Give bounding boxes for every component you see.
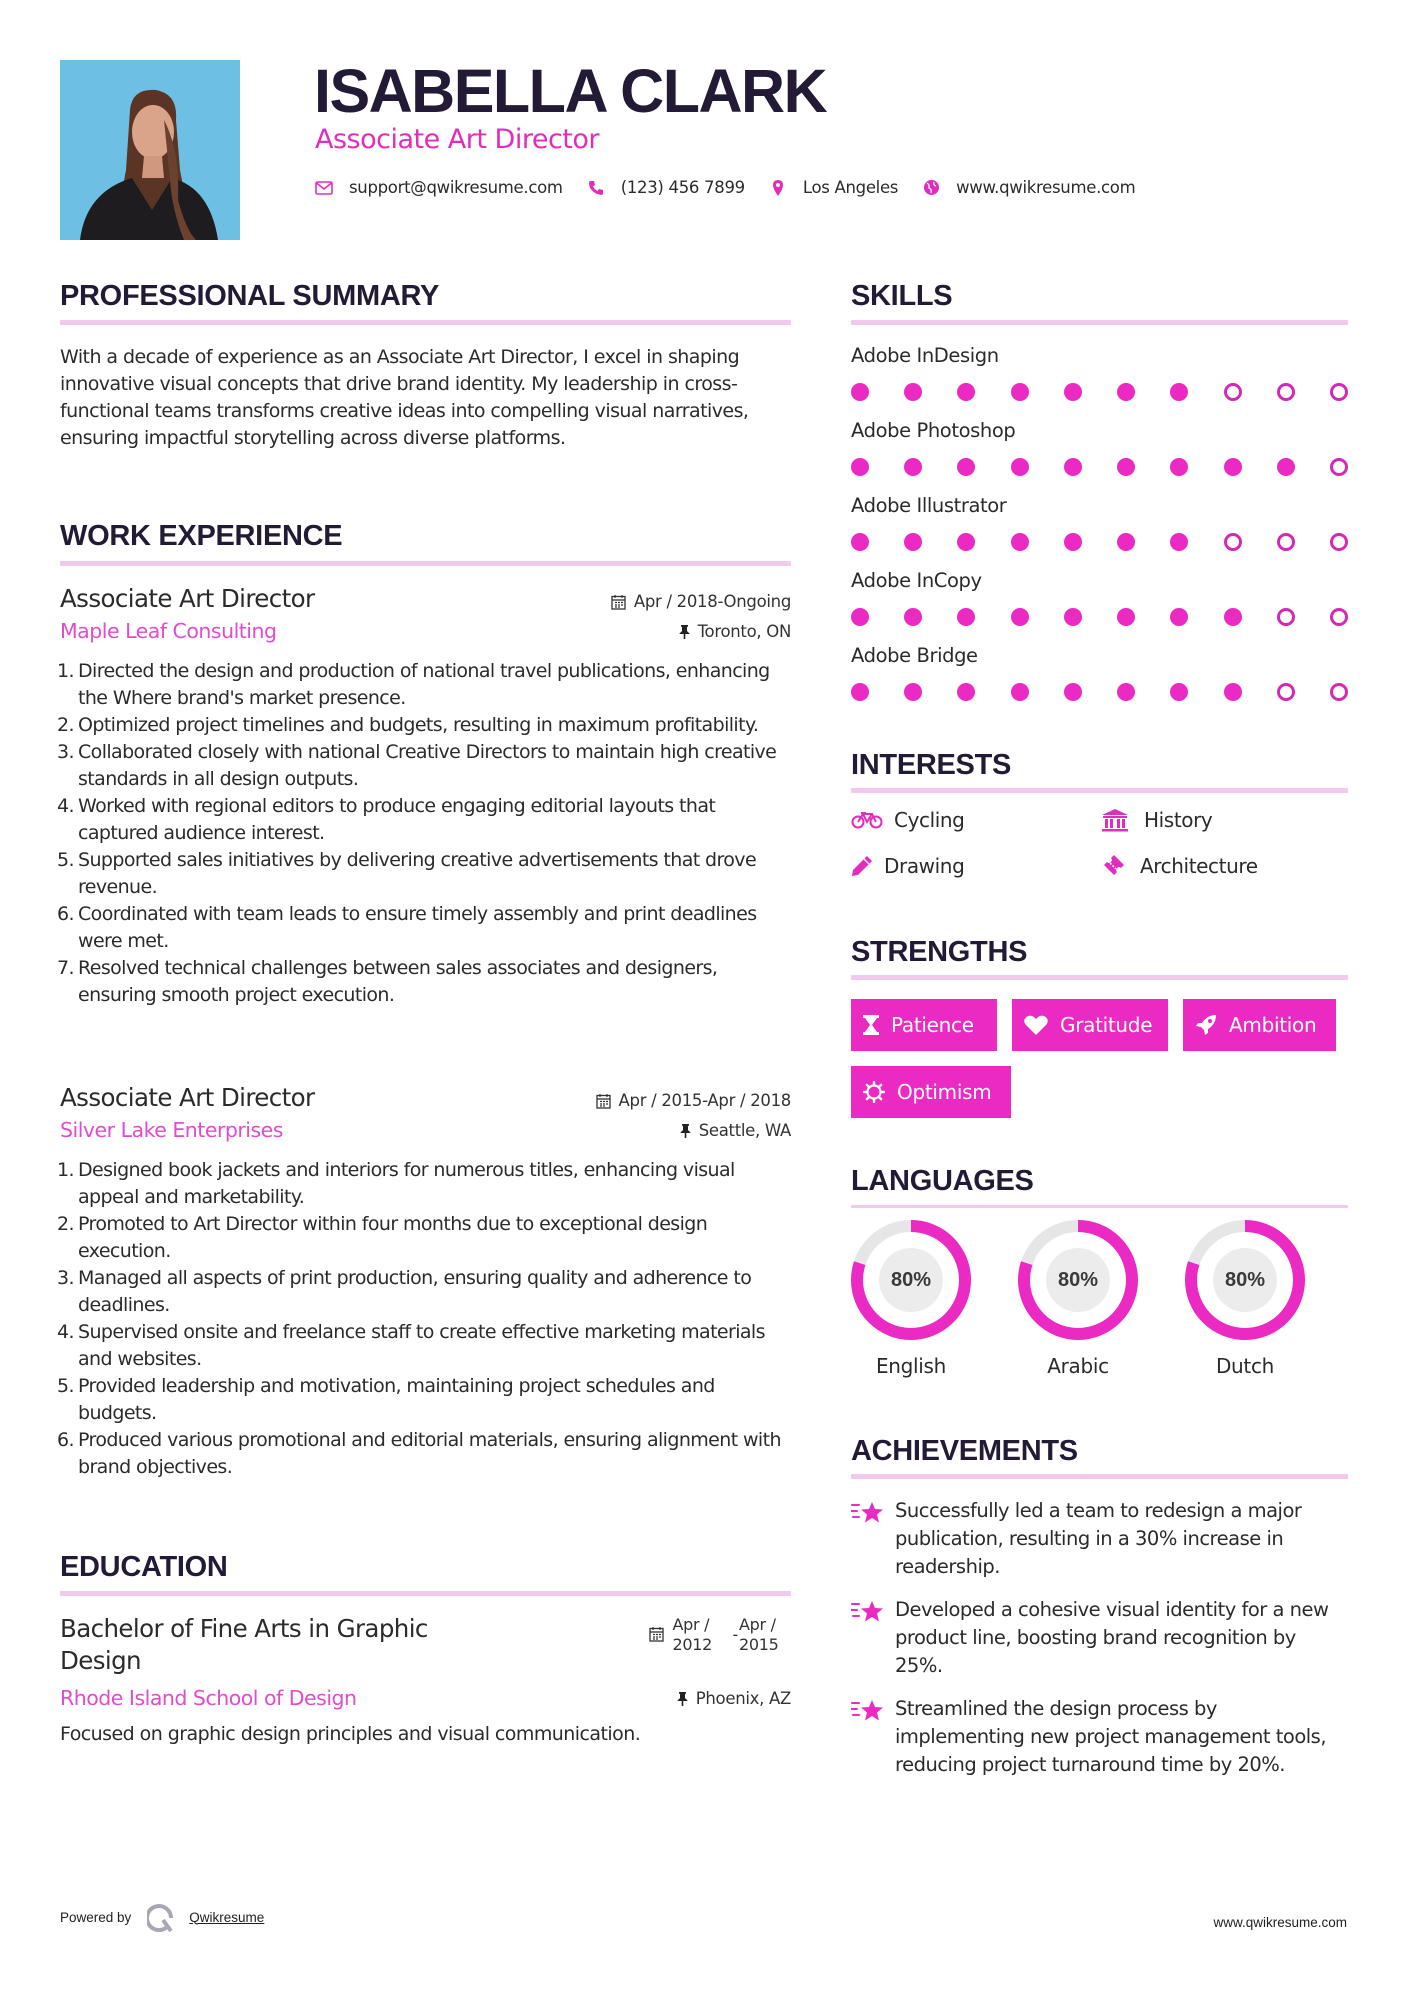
shooting-star-icon bbox=[851, 1695, 895, 1779]
ticket-icon bbox=[1101, 854, 1131, 878]
skill-name: Adobe InDesign bbox=[851, 344, 999, 367]
bullet-item: 5. Supported sales initiatives by delivering creative advertisements that drove revenue. bbox=[57, 849, 757, 898]
footer-website[interactable]: www.qwikresume.com bbox=[1213, 1915, 1347, 1930]
education-description: Focused on graphic design principles and visual communication. bbox=[60, 1723, 641, 1745]
rating-dot-empty bbox=[1277, 683, 1295, 701]
strength-badge: Optimism bbox=[851, 1066, 1011, 1118]
shooting-star-icon bbox=[851, 1497, 895, 1581]
rating-dot-filled bbox=[1170, 458, 1188, 476]
calendar-icon bbox=[649, 1626, 664, 1642]
contact-website[interactable]: www.qwikresume.com bbox=[956, 178, 1136, 197]
languages-divider bbox=[851, 1205, 1348, 1208]
bullet-item: 1. Directed the design and production of national travel publications, enhancing the Where brand's market presence. bbox=[57, 660, 770, 709]
interest-item: Architecture bbox=[1101, 854, 1258, 878]
summary-text: With a decade of experience as an Associate Art Director, I excel in shaping innovative visual concepts that drive brand identity. My leadership in cross-functional teams transforms creative ideas into compelling visual narratives, ensuring impactful storytelling across diverse platforms. bbox=[60, 346, 749, 449]
pushpin-icon bbox=[679, 624, 690, 639]
museum-icon bbox=[1101, 808, 1135, 832]
rating-dot-filled bbox=[1064, 683, 1082, 701]
language-item bbox=[1185, 1220, 1305, 1378]
bullet-item: 5. Provided leadership and motivation, maintaining project schedules and budgets. bbox=[57, 1375, 715, 1424]
achievement-item bbox=[851, 1596, 1348, 1680]
contact-email[interactable]: support@qwikresume.com bbox=[349, 178, 563, 197]
education-location bbox=[677, 1689, 791, 1708]
interest-item: Drawing bbox=[851, 854, 964, 878]
bullet-item: 4. Worked with regional editors to produce engaging editorial layouts that captured audience interest. bbox=[57, 795, 716, 844]
rating-dot-empty bbox=[1277, 608, 1295, 626]
job-dates-text: Apr / 2015-Apr / 2018 bbox=[618, 1091, 791, 1110]
language-percent: 80% bbox=[1213, 1248, 1277, 1312]
profile-photo bbox=[60, 60, 240, 240]
job-title: Associate Art Director bbox=[60, 1083, 315, 1112]
envelope-icon bbox=[315, 179, 333, 197]
rating-dot-filled bbox=[904, 608, 922, 626]
skill-name: Adobe Photoshop bbox=[851, 419, 1016, 442]
bullet-item: 7. Resolved technical challenges between sales associates and designers, ensuring smooth project execution. bbox=[57, 957, 718, 1006]
interest-item: Cycling bbox=[851, 808, 964, 832]
rating-dot-empty bbox=[1277, 383, 1295, 401]
rating-dot-filled bbox=[1224, 683, 1242, 701]
rating-dot-empty bbox=[1330, 608, 1348, 626]
company-name: Silver Lake Enterprises bbox=[60, 1118, 283, 1142]
achievement-text: Streamlined the design process by implementing new project management tools, reducing project turnaround time by 20%. bbox=[895, 1697, 1327, 1776]
pushpin-icon bbox=[677, 1691, 688, 1706]
bullet-item: 1. Designed book jackets and interiors for numerous titles, enhancing visual appeal and marketability. bbox=[57, 1159, 735, 1208]
sun-icon bbox=[863, 1081, 885, 1103]
summary-heading: PROFESSIONAL SUMMARY bbox=[60, 280, 440, 312]
pencil-icon bbox=[851, 855, 875, 877]
achievements-divider bbox=[851, 1474, 1348, 1479]
rating-dot-filled bbox=[1224, 458, 1242, 476]
rating-dot-filled bbox=[957, 683, 975, 701]
languages-heading: LANGUAGES bbox=[851, 1165, 1034, 1197]
achievement-text: Successfully led a team to redesign a major publication, resulting in a 30% increase in readership. bbox=[895, 1499, 1302, 1578]
contact-phone: (123) 456 7899 bbox=[620, 178, 745, 197]
phone-icon bbox=[587, 179, 605, 197]
skill-rating bbox=[851, 607, 1348, 627]
language-name: Dutch bbox=[1215, 1354, 1275, 1378]
rating-dot-empty bbox=[1330, 683, 1348, 701]
school-name: Rhode Island School of Design bbox=[60, 1686, 357, 1710]
skill-item bbox=[851, 418, 1348, 493]
rating-dot-filled bbox=[1170, 533, 1188, 551]
job-bullets bbox=[57, 658, 791, 1009]
job-title: Associate Art Director bbox=[60, 584, 315, 613]
rating-dot-filled bbox=[1277, 458, 1295, 476]
rating-dot-empty bbox=[1330, 383, 1348, 401]
job-location-text: Seattle, WA bbox=[698, 1120, 791, 1140]
date-separator: - bbox=[732, 1625, 738, 1644]
strength-badge: Ambition bbox=[1183, 999, 1336, 1051]
job-entry bbox=[57, 584, 791, 1009]
rating-dot-filled bbox=[1170, 383, 1188, 401]
bullet-item: 2. Optimized project timelines and budgets, resulting in maximum profitability. bbox=[57, 714, 759, 736]
rating-dot-filled bbox=[957, 383, 975, 401]
education-entry bbox=[60, 1613, 791, 1748]
rating-dot-filled bbox=[1011, 683, 1029, 701]
calendar-icon bbox=[596, 1093, 611, 1109]
rating-dot-filled bbox=[904, 383, 922, 401]
skill-item bbox=[851, 493, 1348, 568]
language-item bbox=[851, 1220, 971, 1378]
rating-dot-filled bbox=[1064, 458, 1082, 476]
rating-dot-filled bbox=[1011, 608, 1029, 626]
rating-dot-filled bbox=[851, 458, 869, 476]
skill-rating bbox=[851, 682, 1348, 702]
interests-grid bbox=[851, 808, 1348, 908]
contact-location: Los Angeles bbox=[802, 178, 899, 197]
progress-ring bbox=[1185, 1220, 1305, 1340]
degree: Bachelor of Fine Arts in Graphic Design bbox=[60, 1614, 428, 1675]
rating-dot-filled bbox=[1117, 533, 1135, 551]
skill-name: Adobe Bridge bbox=[851, 644, 978, 667]
rating-dot-filled bbox=[1011, 533, 1029, 551]
rating-dot-filled bbox=[904, 458, 922, 476]
strengths-divider bbox=[851, 975, 1348, 980]
hourglass-icon bbox=[863, 1015, 879, 1035]
rating-dot-filled bbox=[957, 458, 975, 476]
portrait-image bbox=[60, 60, 240, 240]
skills-divider bbox=[851, 320, 1348, 325]
skill-rating bbox=[851, 457, 1348, 477]
education-location-text: Phoenix, AZ bbox=[695, 1688, 791, 1708]
skill-name: Adobe InCopy bbox=[851, 569, 982, 592]
rating-dot-filled bbox=[851, 383, 869, 401]
rating-dot-filled bbox=[1011, 458, 1029, 476]
achievements-heading: ACHIEVEMENTS bbox=[851, 1435, 1078, 1467]
rocket-icon bbox=[1195, 1014, 1217, 1036]
rating-dot-filled bbox=[1170, 683, 1188, 701]
job-location bbox=[679, 622, 791, 641]
education-end: Apr / 2015 bbox=[739, 1615, 779, 1654]
strength-badge: Gratitude bbox=[1012, 999, 1168, 1051]
bullet-item: 6. Coordinated with team leads to ensure timely assembly and print deadlines were met. bbox=[57, 903, 757, 952]
job-location-text: Toronto, ON bbox=[697, 621, 791, 641]
language-name: Arabic bbox=[1047, 1354, 1109, 1378]
skill-rating bbox=[851, 382, 1348, 402]
rating-dot-filled bbox=[904, 533, 922, 551]
candidate-title: Associate Art Director bbox=[315, 124, 599, 155]
powered-by-label: Powered by bbox=[60, 1909, 132, 1925]
bullet-item: 3. Managed all aspects of print production, ensuring quality and adherence to deadlines. bbox=[57, 1267, 752, 1316]
interests-heading: INTERESTS bbox=[851, 749, 1012, 781]
education-divider bbox=[60, 1591, 791, 1596]
job-dates bbox=[611, 592, 791, 611]
rating-dot-filled bbox=[851, 683, 869, 701]
language-percent: 80% bbox=[879, 1248, 943, 1312]
rating-dot-filled bbox=[1117, 608, 1135, 626]
summary-divider bbox=[60, 320, 791, 325]
qwikresume-logo-icon bbox=[147, 1902, 175, 1932]
pushpin-icon bbox=[680, 1123, 691, 1138]
bullet-item: 2. Promoted to Art Director within four months due to exceptional design execution. bbox=[57, 1213, 708, 1262]
skill-item bbox=[851, 568, 1348, 643]
bullet-item: 3. Collaborated closely with national Creative Directors to maintain high creative standards in all design outputs. bbox=[57, 741, 777, 790]
rating-dot-filled bbox=[1224, 608, 1242, 626]
rating-dot-filled bbox=[1064, 383, 1082, 401]
job-dates bbox=[596, 1091, 791, 1110]
interest-item: History bbox=[1101, 808, 1212, 832]
footer-powered-by bbox=[60, 1902, 264, 1932]
rating-dot-filled bbox=[851, 533, 869, 551]
skills-heading: SKILLS bbox=[851, 280, 953, 312]
candidate-name: ISABELLA CLARK bbox=[314, 57, 827, 125]
rating-dot-filled bbox=[957, 533, 975, 551]
achievement-text: Developed a cohesive visual identity for a new product line, boosting brand recognition by 25%. bbox=[895, 1598, 1329, 1677]
language-name: English bbox=[875, 1354, 947, 1378]
rating-dot-empty bbox=[1277, 533, 1295, 551]
rating-dot-filled bbox=[1117, 683, 1135, 701]
contact-row bbox=[315, 178, 1159, 197]
education-heading: EDUCATION bbox=[60, 1551, 228, 1583]
company-name: Maple Leaf Consulting bbox=[60, 619, 277, 643]
rating-dot-filled bbox=[851, 608, 869, 626]
job-dates-text: Apr / 2018-Ongoing bbox=[633, 592, 791, 611]
achievements-list bbox=[851, 1497, 1348, 1794]
experience-heading: WORK EXPERIENCE bbox=[60, 520, 343, 552]
achievement-item bbox=[851, 1695, 1348, 1779]
map-pin-icon bbox=[769, 179, 787, 197]
rating-dot-empty bbox=[1224, 533, 1242, 551]
rating-dot-filled bbox=[1064, 608, 1082, 626]
rating-dot-filled bbox=[1117, 458, 1135, 476]
rating-dot-filled bbox=[1064, 533, 1082, 551]
rating-dot-filled bbox=[957, 608, 975, 626]
calendar-icon bbox=[611, 594, 626, 610]
interests-divider bbox=[851, 788, 1348, 793]
rating-dot-empty bbox=[1330, 458, 1348, 476]
skill-item bbox=[851, 343, 1348, 418]
skills-list bbox=[851, 343, 1348, 713]
shooting-star-icon bbox=[851, 1596, 895, 1680]
languages-list bbox=[851, 1220, 1305, 1378]
language-percent: 80% bbox=[1046, 1248, 1110, 1312]
job-entry bbox=[57, 1083, 791, 1481]
achievement-item bbox=[851, 1497, 1348, 1581]
bullet-item: 6. Produced various promotional and editorial materials, ensuring alignment with brand objectives. bbox=[57, 1429, 781, 1478]
strength-badge: Patience bbox=[851, 999, 997, 1051]
education-start: Apr / 2012 bbox=[672, 1615, 713, 1654]
bullet-item: 4. Supervised onsite and freelance staff to create effective marketing materials and websites. bbox=[57, 1321, 765, 1370]
progress-ring bbox=[1018, 1220, 1138, 1340]
education-dates bbox=[649, 1615, 791, 1655]
strengths-heading: STRENGTHS bbox=[851, 936, 1028, 968]
skill-name: Adobe Illustrator bbox=[851, 494, 1007, 517]
globe-icon bbox=[922, 179, 940, 197]
heart-icon bbox=[1024, 1015, 1048, 1035]
job-bullets bbox=[57, 1157, 791, 1481]
job-location bbox=[680, 1121, 791, 1140]
progress-ring bbox=[851, 1220, 971, 1340]
rating-dot-filled bbox=[1170, 608, 1188, 626]
bicycle-icon bbox=[851, 811, 885, 829]
skill-item bbox=[851, 643, 1348, 713]
skill-rating bbox=[851, 532, 1348, 552]
rating-dot-filled bbox=[1011, 383, 1029, 401]
language-item bbox=[1018, 1220, 1138, 1378]
qwikresume-link[interactable]: Qwikresume bbox=[189, 1909, 265, 1925]
rating-dot-empty bbox=[1330, 533, 1348, 551]
rating-dot-filled bbox=[904, 683, 922, 701]
rating-dot-empty bbox=[1224, 383, 1242, 401]
rating-dot-filled bbox=[1117, 383, 1135, 401]
experience-divider bbox=[60, 561, 791, 566]
